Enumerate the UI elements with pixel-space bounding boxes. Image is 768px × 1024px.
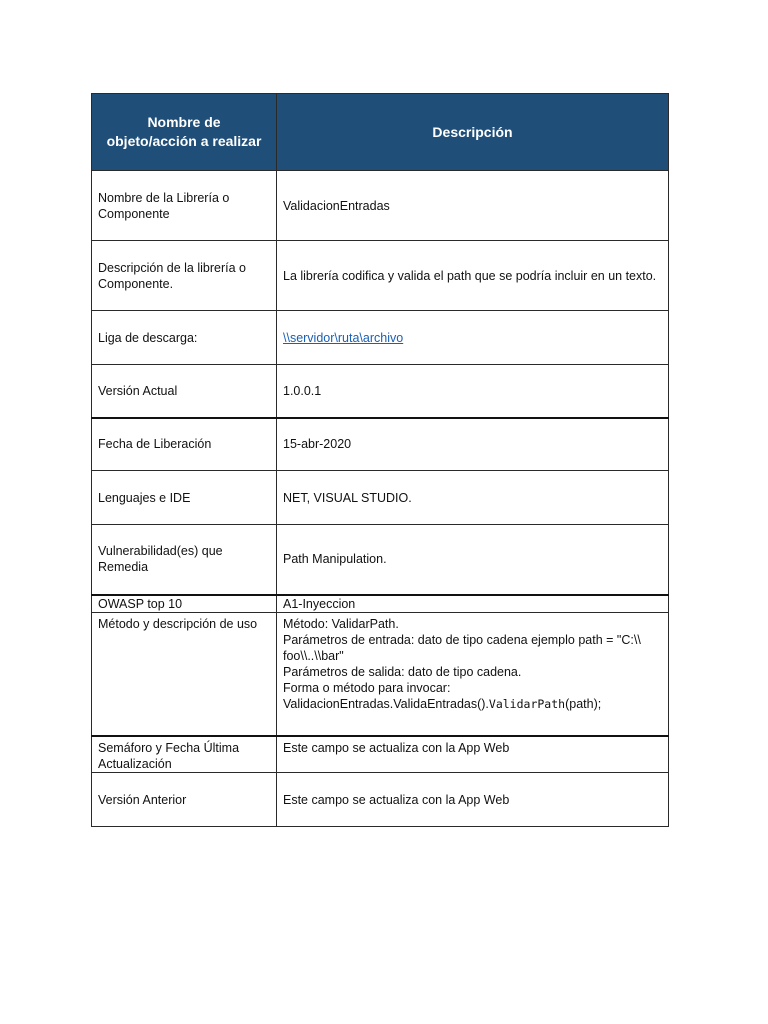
usage-method-line: Método: ValidarPath. <box>283 616 399 631</box>
row-label: Semáforo y Fecha Última Actualización <box>92 736 277 773</box>
table-row <box>92 365 669 418</box>
semaphore-value: Este campo se actualiza con la App Web <box>277 736 669 773</box>
component-info-table <box>91 93 669 827</box>
current-version-value: 1.0.0.1 <box>277 365 669 418</box>
library-name-value: ValidacionEntradas <box>277 171 669 241</box>
row-label: Método y descripción de uso <box>92 612 277 736</box>
code-method: ValidarPath <box>488 696 566 711</box>
vulnerability-value: Path Manipulation. <box>277 525 669 595</box>
table-row <box>92 595 669 613</box>
table-row <box>92 471 669 525</box>
row-label: Nombre de la Librería o Componente <box>92 171 277 241</box>
usage-invoke-label-line: Forma o método para invocar: <box>283 680 451 695</box>
row-label: Fecha de Liberación <box>92 418 277 471</box>
header-object-action: Nombre de objeto/acción a realizar <box>92 94 277 171</box>
usage-output-params-line: Parámetros de salida: dato de tipo cadena. <box>283 664 522 679</box>
table-row <box>92 525 669 595</box>
table-row <box>92 612 669 736</box>
row-label: Descripción de la librería o Componente. <box>92 241 277 311</box>
owasp-value: A1-Inyeccion <box>277 595 669 613</box>
table-row <box>92 418 669 471</box>
download-link-cell <box>277 311 669 365</box>
row-label: Vulnerabilidad(es) que Remedia <box>92 525 277 595</box>
table-row <box>92 241 669 311</box>
row-label: Versión Actual <box>92 365 277 418</box>
usage-description-cell <box>277 612 669 736</box>
header-description: Descripción <box>277 94 669 171</box>
usage-input-params-line: Parámetros de entrada: dato de tipo cadena ejemplo path = "C:\\ foo\\..\\bar" <box>283 632 641 663</box>
library-description-value: La librería codifica y valida el path que se podría incluir en un texto. <box>277 241 669 311</box>
table-header-row <box>92 94 669 171</box>
code-prefix: ValidacionEntradas.ValidaEntradas(). <box>283 696 489 711</box>
row-label: Lenguajes e IDE <box>92 471 277 525</box>
row-label: Liga de descarga: <box>92 311 277 365</box>
release-date-value: 15-abr-2020 <box>277 418 669 471</box>
languages-ide-value: NET, VISUAL STUDIO. <box>277 471 669 525</box>
code-suffix: (path); <box>565 696 602 711</box>
table-row <box>92 736 669 773</box>
row-label: OWASP top 10 <box>92 595 277 613</box>
table-row <box>92 773 669 827</box>
table-row <box>92 311 669 365</box>
row-label: Versión Anterior <box>92 773 277 827</box>
usage-invoke-code-line <box>283 696 662 712</box>
table-row <box>92 171 669 241</box>
previous-version-value: Este campo se actualiza con la App Web <box>277 773 669 827</box>
download-link[interactable]: \\servidor\ruta\archivo <box>283 330 404 345</box>
